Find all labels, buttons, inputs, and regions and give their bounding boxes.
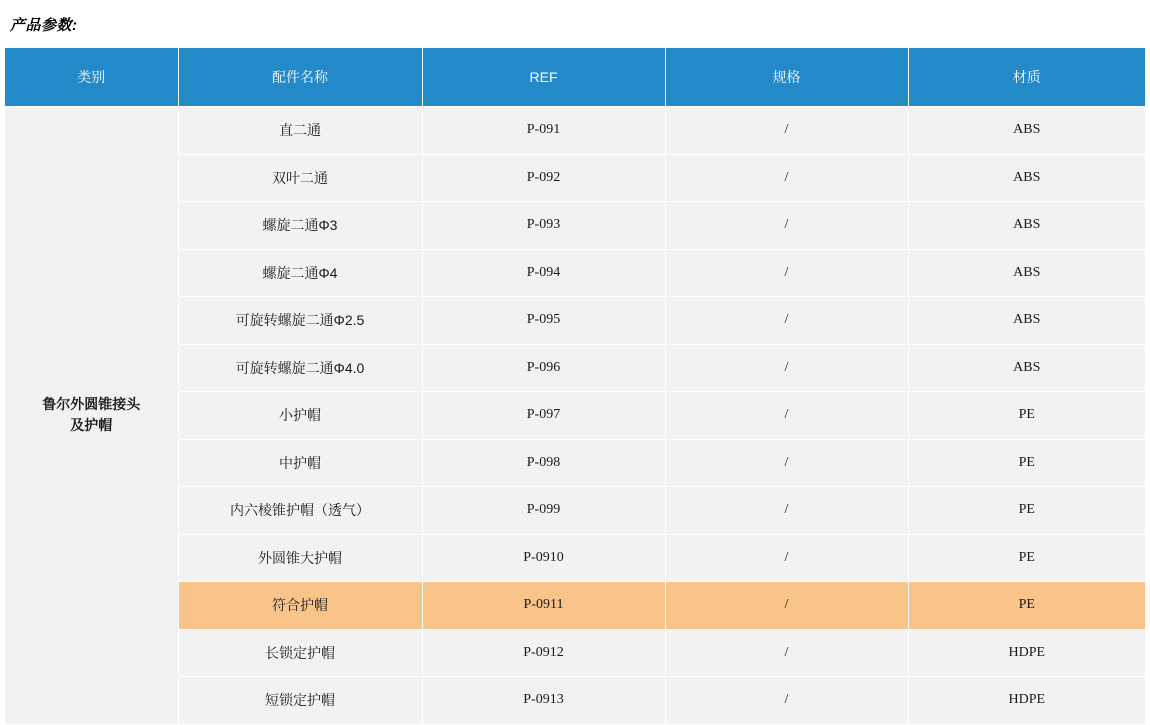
cell-part-name: 螺旋二通Φ3 <box>178 202 422 250</box>
cell-part-name: 螺旋二通Φ4 <box>178 249 422 297</box>
cell-spec: / <box>665 487 908 535</box>
cell-spec: / <box>665 249 908 297</box>
cell-ref: P-094 <box>422 249 665 297</box>
cell-spec: / <box>665 629 908 677</box>
category-line-2: 及护帽 <box>70 417 113 434</box>
column-header-category: 类别 <box>5 48 178 107</box>
cell-ref: P-099 <box>422 487 665 535</box>
category-cell <box>5 107 178 725</box>
cell-ref: P-0913 <box>422 677 665 725</box>
cell-material: PE <box>908 534 1145 582</box>
column-header-spec: 规格 <box>665 48 908 107</box>
cell-spec: / <box>665 392 908 440</box>
cell-part-name: 长锁定护帽 <box>178 629 422 677</box>
cell-spec: / <box>665 344 908 392</box>
cell-material: ABS <box>908 344 1145 392</box>
cell-material: ABS <box>908 154 1145 202</box>
cell-ref: P-0911 <box>422 582 665 630</box>
cell-material: PE <box>908 582 1145 630</box>
cell-material: ABS <box>908 202 1145 250</box>
cell-ref: P-098 <box>422 439 665 487</box>
column-header-ref: REF <box>422 48 665 107</box>
cell-ref: P-095 <box>422 297 665 345</box>
cell-part-name: 可旋转螺旋二通Φ2.5 <box>178 297 422 345</box>
column-header-material: 材质 <box>908 48 1145 107</box>
page-title: 产品参数: <box>10 17 78 34</box>
cell-spec: / <box>665 297 908 345</box>
table-row <box>5 107 1145 155</box>
cell-material: HDPE <box>908 629 1145 677</box>
cell-part-name: 直二通 <box>178 107 422 155</box>
cell-material: PE <box>908 392 1145 440</box>
cell-spec: / <box>665 677 908 725</box>
cell-material: ABS <box>908 107 1145 155</box>
cell-spec: / <box>665 534 908 582</box>
cell-material: HDPE <box>908 677 1145 725</box>
cell-part-name: 小护帽 <box>178 392 422 440</box>
table-header-row <box>5 48 1145 107</box>
cell-part-name: 符合护帽 <box>178 582 422 630</box>
product-parameters-table <box>5 48 1145 725</box>
cell-ref: P-093 <box>422 202 665 250</box>
cell-spec: / <box>665 202 908 250</box>
cell-spec: / <box>665 154 908 202</box>
cell-spec: / <box>665 107 908 155</box>
cell-part-name: 短锁定护帽 <box>178 677 422 725</box>
cell-spec: / <box>665 582 908 630</box>
cell-part-name: 内六棱锥护帽（透气） <box>178 487 422 535</box>
cell-ref: P-0912 <box>422 629 665 677</box>
category-line-1: 鲁尔外圆锥接头 <box>42 395 141 412</box>
cell-ref: P-0910 <box>422 534 665 582</box>
cell-ref: P-097 <box>422 392 665 440</box>
cell-part-name: 中护帽 <box>178 439 422 487</box>
cell-ref: P-091 <box>422 107 665 155</box>
cell-ref: P-096 <box>422 344 665 392</box>
cell-part-name: 双叶二通 <box>178 154 422 202</box>
cell-material: PE <box>908 439 1145 487</box>
cell-ref: P-092 <box>422 154 665 202</box>
cell-material: PE <box>908 487 1145 535</box>
column-header-part-name: 配件名称 <box>178 48 422 107</box>
cell-material: ABS <box>908 249 1145 297</box>
cell-part-name: 可旋转螺旋二通Φ4.0 <box>178 344 422 392</box>
cell-material: ABS <box>908 297 1145 345</box>
cell-part-name: 外圆锥大护帽 <box>178 534 422 582</box>
cell-spec: / <box>665 439 908 487</box>
